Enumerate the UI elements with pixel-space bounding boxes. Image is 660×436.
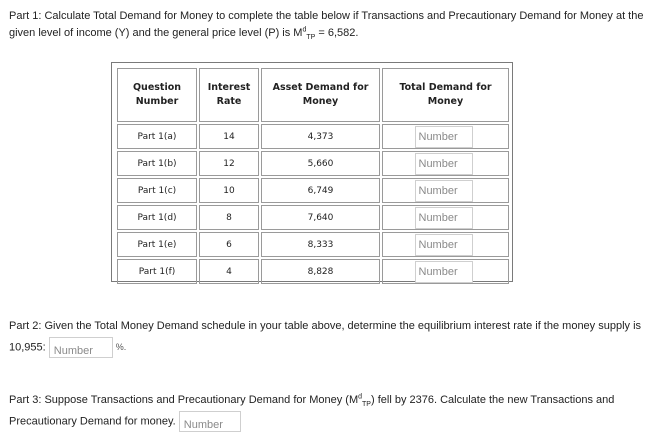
equilibrium-rate-input[interactable]: Number	[49, 337, 113, 358]
money-demand-table-container	[111, 62, 513, 282]
header-asset-demand: Asset Demand for Money	[261, 68, 380, 122]
part3-question	[9, 390, 654, 432]
asset-cell: 5,660	[261, 151, 380, 176]
rate-cell: 10	[199, 178, 259, 203]
table-row	[117, 259, 509, 284]
total-demand-input-e[interactable]: Number	[415, 234, 473, 256]
part1-text-b: = 6,582.	[315, 27, 359, 39]
question-cell: Part 1(c)	[117, 178, 197, 203]
total-cell	[382, 151, 509, 176]
asset-cell: 8,333	[261, 232, 380, 257]
total-demand-input-b[interactable]: Number	[415, 153, 473, 175]
table-row	[117, 178, 509, 203]
part1-sup: d	[302, 26, 307, 34]
part3-text-a: Part 3: Suppose Transactions and Precautionary Demand for Money (M	[9, 394, 359, 406]
money-demand-table	[115, 66, 511, 286]
percent-unit: %.	[115, 342, 127, 353]
header-interest-rate: Interest Rate	[199, 68, 259, 122]
asset-cell: 6,749	[261, 178, 380, 203]
header-total-demand: Total Demand for Money	[382, 68, 509, 122]
table-row	[117, 151, 509, 176]
question-cell: Part 1(b)	[117, 151, 197, 176]
part3-sub: TP	[362, 401, 371, 409]
part1-instructions	[9, 8, 654, 42]
total-demand-input-f[interactable]: Number	[415, 261, 473, 283]
table-row	[117, 205, 509, 230]
total-cell	[382, 205, 509, 230]
part3-sup: d	[358, 393, 363, 401]
rate-cell: 14	[199, 124, 259, 149]
table-header-row	[117, 68, 509, 122]
asset-cell: 4,373	[261, 124, 380, 149]
total-cell	[382, 259, 509, 284]
question-cell: Part 1(f)	[117, 259, 197, 284]
total-demand-input-c[interactable]: Number	[415, 180, 473, 202]
question-cell: Part 1(d)	[117, 205, 197, 230]
new-tp-demand-input[interactable]: Number	[179, 411, 241, 432]
table-row	[117, 232, 509, 257]
total-cell	[382, 124, 509, 149]
total-cell	[382, 232, 509, 257]
part1-text-a: Part 1: Calculate Total Demand for Money to complete the table below if Transactions and Precautionary Demand for Money at the given level of income (Y) and the general price level (P) is M	[9, 10, 644, 39]
part2-text: Part 2: Given the Total Money Demand schedule in your table above, determine the equilibrium interest rate if the money supply is 10,955:	[9, 320, 642, 354]
header-question-number: Question Number	[117, 68, 197, 122]
table-row	[117, 124, 509, 149]
question-cell: Part 1(e)	[117, 232, 197, 257]
rate-cell: 12	[199, 151, 259, 176]
part2-question	[9, 316, 654, 358]
part3-text-b: ) fell by 2376. Calculate the new Transactions and Precautionary Demand for money.	[9, 394, 615, 428]
question-cell: Part 1(a)	[117, 124, 197, 149]
total-cell	[382, 178, 509, 203]
rate-cell: 8	[199, 205, 259, 230]
asset-cell: 8,828	[261, 259, 380, 284]
rate-cell: 4	[199, 259, 259, 284]
total-demand-input-a[interactable]: Number	[415, 126, 473, 148]
total-demand-input-d[interactable]: Number	[415, 207, 473, 229]
part1-sub: TP	[306, 34, 316, 42]
rate-cell: 6	[199, 232, 259, 257]
asset-cell: 7,640	[261, 205, 380, 230]
